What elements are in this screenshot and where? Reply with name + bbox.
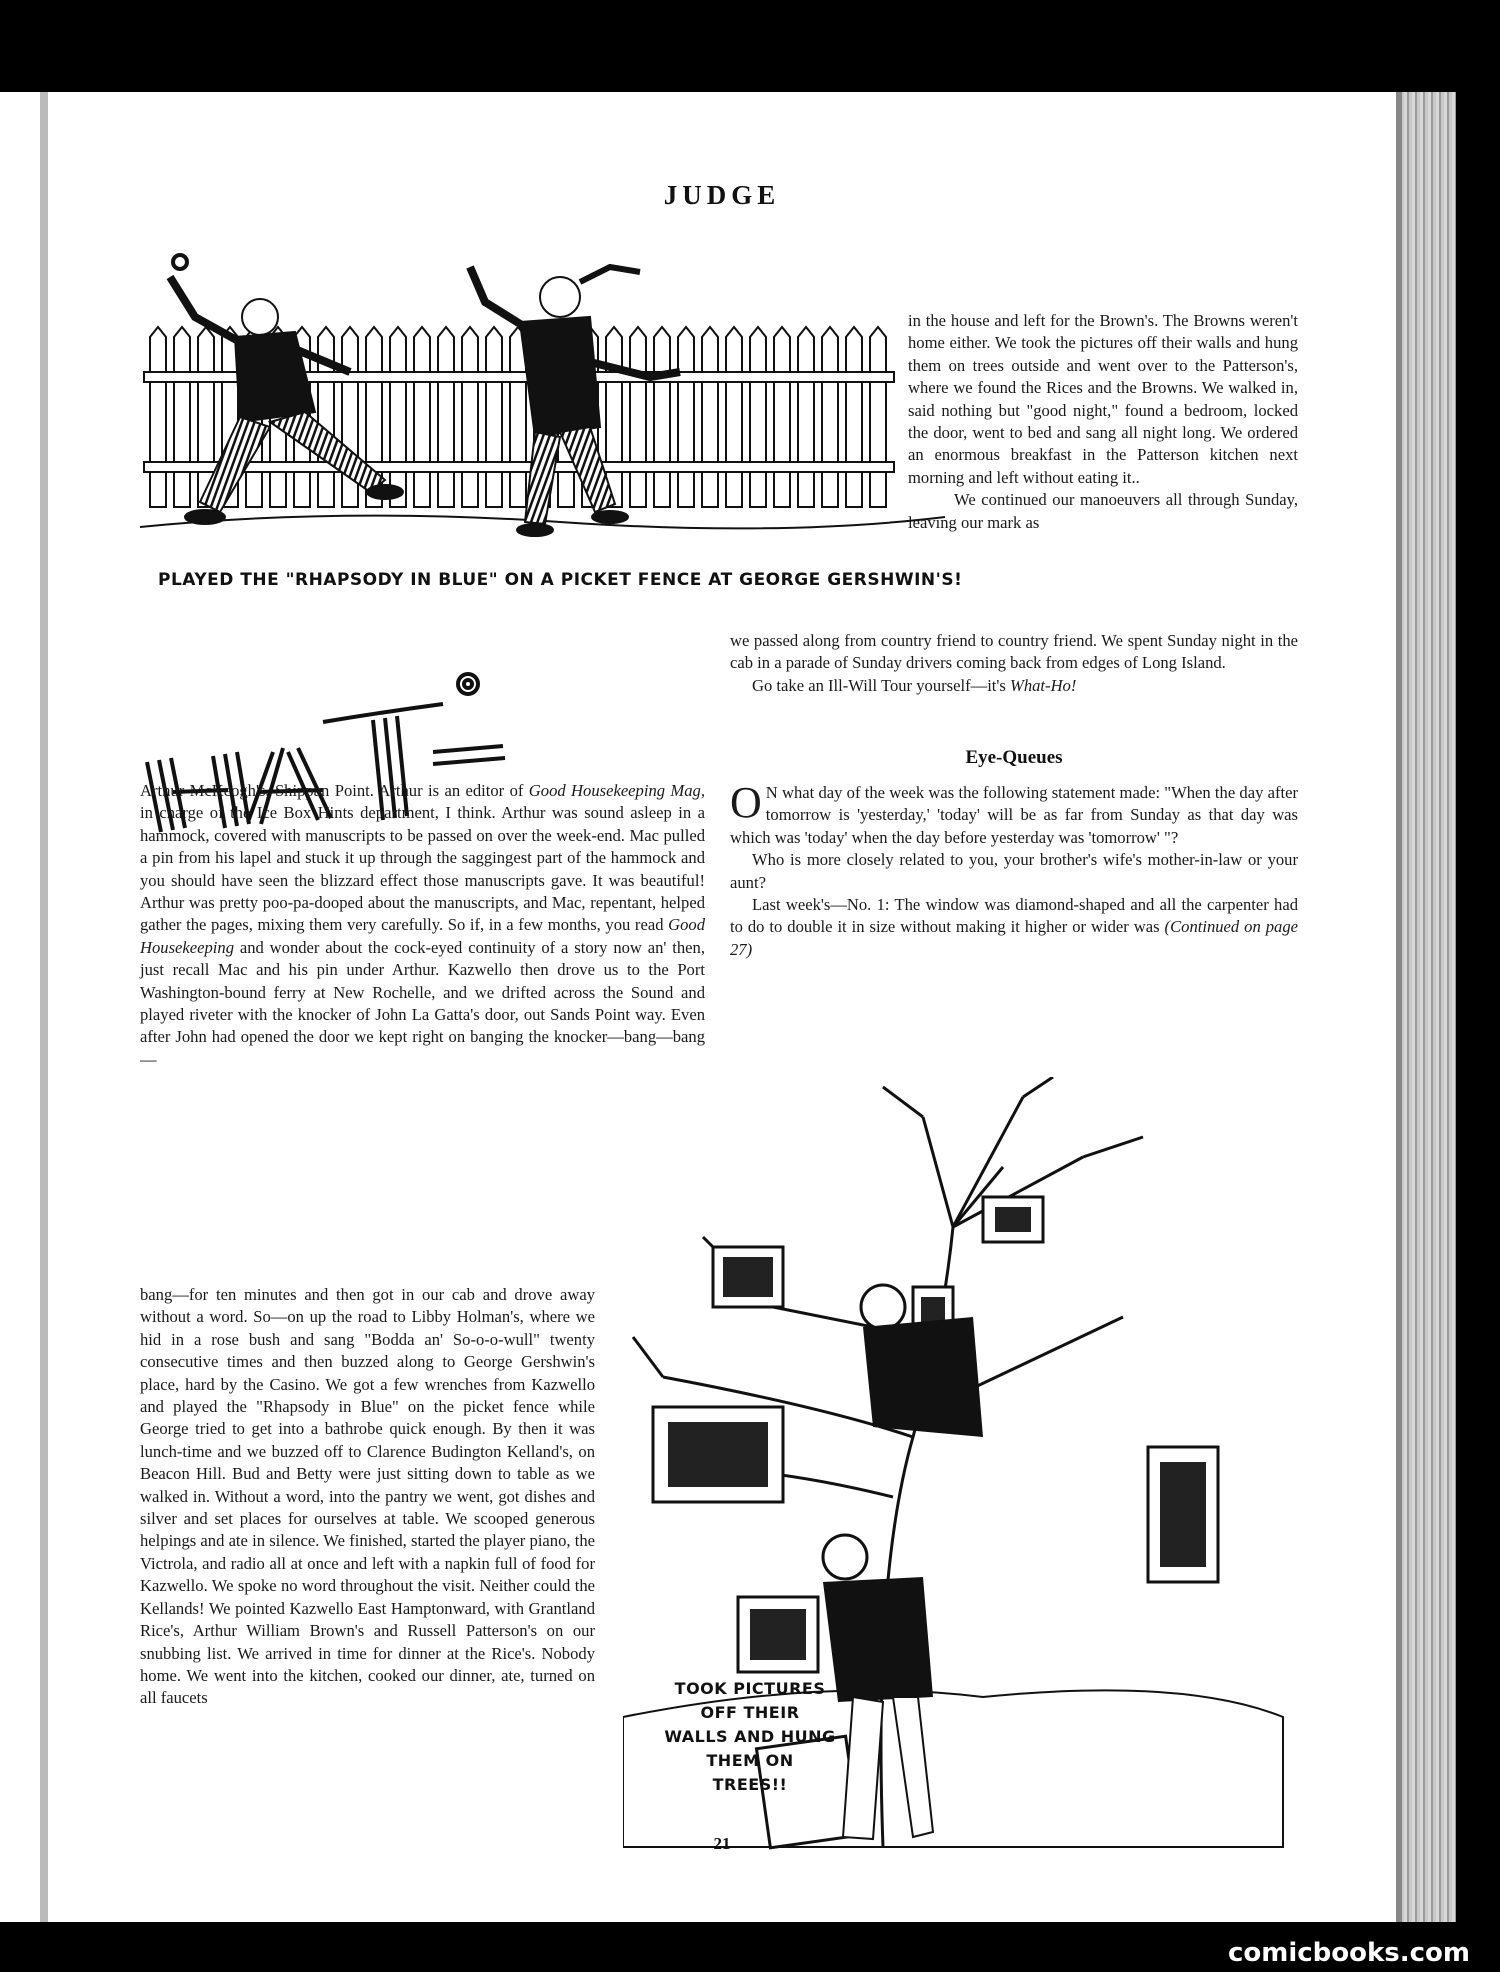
page-number: 21	[713, 1834, 731, 1853]
paragraph-libby-holman: bang—for ten minutes and then got in our cab and drove away without a word. So—on up the road to Libby Holman's, where we hid in a rose bush and sang "Bodda an' So-o-o-wull" twenty consecutive times and then buzzed along to George Gershwin's place, hard by the Casino. We got a few wrenches from Kazwello and played the "Rhapsody in Blue" on the picket fence while George tried to get into a bathrobe quick enough. By then it was lunch-time and we buzzed off to Clarence Budington Kelland's, on Beacon Hill. Bud and Betty were just sitting down to table as we walked in. Without a word, into the pantry we went, got dishes and silver and set places for ourselves at table. We scooped generous helpings and ate in silence. We finished, started the player piano, the Victrola, and radio all at once and left with a napkin full of food for Kazwello. We spoke no word throughout the visit. Neither could the Kellands! We pointed Kazwello East Hamptonward, with Grantland Rice's, Arthur William Brown's and Russell Patterson's on our snubbing list. We arrived in time for dinner at the Rice's. Nobody home. We went into the kitchen, cooked our dinner, ate, turned on all faucets	[140, 1285, 595, 1708]
question-2: Who is more closely related to you, your brother's wife's mother-in-law or your aunt?	[730, 850, 1298, 892]
main-article-part1	[140, 780, 705, 1071]
left-page-shadow	[40, 92, 48, 1922]
ill-will-text: Go take an Ill-Will Tour yourself—it's	[752, 675, 1011, 695]
caption-line: TOOK PICTURES	[674, 1679, 826, 1698]
continued-note: (Continued on page 27)	[730, 917, 1298, 959]
paragraph-mckeogh	[140, 780, 705, 1071]
caption-line: OFF THEIR	[700, 1703, 800, 1722]
question-3	[730, 894, 1298, 961]
question-3-text: Last week's—No. 1: The window was diamond-shaped and all the carpenter had to do to double it in size without making it higher or wider was	[730, 895, 1298, 937]
caption-line: WALLS AND HUNG	[664, 1727, 836, 1746]
caption-line: TREES!!	[712, 1775, 788, 1794]
top-cartoon-caption: PLAYED THE "RHAPSODY IN BLUE" ON A PICKET FENCE AT GEORGE GERSHWIN'S!	[158, 570, 963, 590]
what-ho-text: What-Ho!	[1010, 675, 1077, 695]
page-header: JUDGE	[663, 180, 781, 210]
continued-text-wide	[730, 630, 1298, 697]
continued-text-top-right	[908, 310, 1298, 534]
question-1-text: N what day of the week was the following statement made: "When the day after tomorrow is 'yesterday,' 'today' will be as far from Sunday as that day was which was 'today' when the day before yesterday was 'tomorrow' "?	[730, 783, 1298, 847]
eye-queues-heading: Eye-Queues	[965, 747, 1063, 768]
picket-fence-cartoon	[140, 242, 950, 552]
text-run: in charge of the Ice Box Hints department, I think. Arthur was sound asleep in a hammock, covered with manuscripts to be passed on over the week-end. Mac pulled a pin from his lapel and stuck it up through the saggingest part of the hammock and you should have seen the blizzard effect those manuscripts gave. It was beautiful! Arthur was pretty poo-pa-dooped about the manuscripts, and Mac, repentant, helped gather the pages, mixing them very carefully. So if, in a few months, you read	[140, 803, 705, 935]
dropcap-o: O	[730, 778, 762, 827]
text-run: and wonder about the cock-eyed continuity of a story now an' then, just recall Mac and his pin under Arthur. Kazwello then drove us to the Port Washington-bound ferry at New Rochelle, and we drifted across the Sound and played riveter with the knocker of John La Gatta's door, out Sands Point way. Even after John had opened the door we kept right on banging the knocker—bang—bang—	[140, 937, 705, 1069]
paragraph-manoeuvers-b: we passed along from country friend to country friend. We spent Sunday night in the cab in a parade of Sunday drivers coming back from edges of Long Island.	[730, 631, 1298, 673]
paragraph-browns: in the house and left for the Brown's. The Browns weren't home either. We took the pictures off their walls and hung them on trees outside and went over to the Patterson's, where we found the Rices and the Browns. We walked in, said nothing but "good night," found a bedroom, locked the door, went to bed and sang all night long. We ordered an enormous breakfast in the Patterson kitchen next morning and left without eating it..	[908, 311, 1298, 487]
magazine-page	[48, 92, 1396, 1922]
magazine-title: Good Housekeeping Mag,	[528, 781, 705, 800]
question-1	[730, 778, 1298, 849]
caption-line: THEM ON	[706, 1751, 794, 1770]
site-watermark: comicbooks.com	[1227, 1938, 1470, 1968]
main-article-part2	[140, 1284, 595, 1710]
spine-shadow	[1396, 92, 1402, 1922]
paragraph-ill-will	[730, 675, 1298, 697]
text-run: Arthur McKeogh's, Shippan Point. Arthur is an editor of	[140, 781, 529, 800]
book-spine-edge	[1396, 92, 1456, 1922]
bottom-cartoon-caption	[660, 1677, 840, 1797]
eye-queues-body	[730, 778, 1298, 961]
magazine-title: Good Housekeeping	[140, 915, 705, 957]
paragraph-manoeuvers-a: We continued our manoeuvers all through Sunday, leaving our mark as	[908, 490, 1298, 532]
